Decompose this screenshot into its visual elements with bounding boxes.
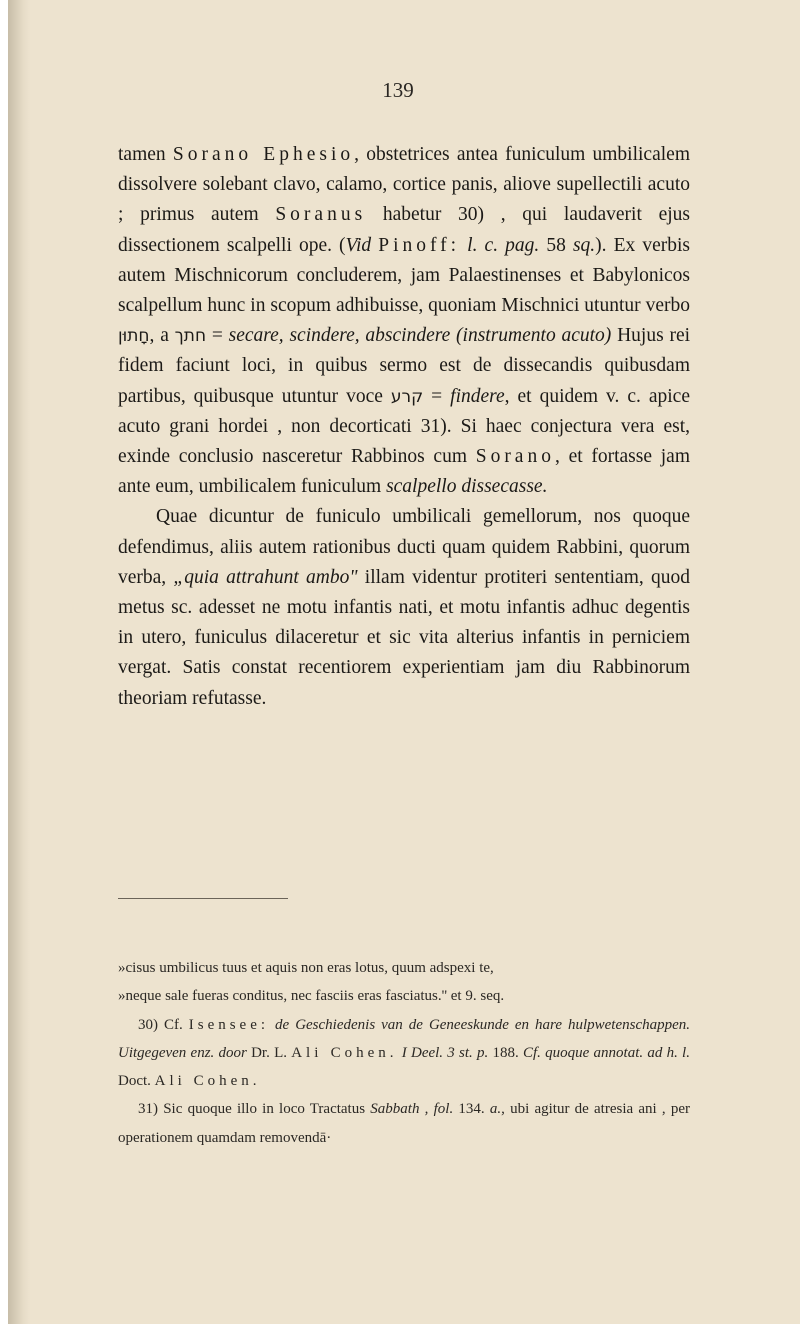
book-page	[8, 0, 800, 1324]
hebrew-word: חתך	[174, 326, 207, 347]
editor-name-spaced: Ali Cohen.	[291, 1044, 398, 1061]
text-run: tamen	[118, 144, 173, 165]
footnote-number: 30)	[138, 1016, 158, 1033]
footnote-31	[118, 1095, 690, 1152]
footnote-continuation-line: »cisus umbilicus tuus et aquis non eras lotus, quum adspexi te,	[118, 960, 494, 976]
italic-text: Vid	[345, 234, 372, 256]
text-run: Hujus rei fidem faciunt loci, in quibus sermo est de dissecandis quibusdam partibus, quibusque utuntur voce	[118, 325, 691, 407]
author-name-spaced: Isensee:	[188, 1016, 270, 1033]
author-name-spaced: Soranus	[275, 204, 367, 226]
italic-citation: l. c. pag.	[467, 234, 540, 256]
page-number: 139	[382, 78, 414, 102]
text-run: Sic quoque illo in loco Tractatus	[158, 1101, 371, 1118]
text-run: habetur 30) , qui laudaverit ejus dissectionem scalpelli ope. (	[118, 204, 690, 256]
text-run: , ubi agitur de atresia ani , per operationem quamdam removendā·	[118, 1101, 691, 1146]
italic-tractate: Sabbath , fol.	[370, 1101, 454, 1118]
text-run: , et quidem v. c. apice acuto grani hordei , non decorticati 31). Si haec conjectura vera est, exinde conclusio nasceretur Rabbinos cum	[118, 385, 690, 468]
text-run: 188.	[488, 1044, 523, 1061]
author-name-spaced: Pinoff:	[378, 234, 461, 256]
italic-text: Cf. quoque annotat. ad h. l.	[522, 1044, 690, 1061]
text-run: Doct.	[118, 1073, 155, 1090]
text-run: , a	[149, 325, 175, 347]
paragraph-2	[118, 502, 690, 713]
text-run: , obstetrices antea funiculum umbilicalem dissolvere solebant clavo, calamo, cortice panis, aliove supellectili acuto ; primus autem	[118, 144, 690, 226]
author-name-spaced: Sorano	[475, 446, 555, 468]
italic-volume: I Deel. 3 st. p.	[401, 1044, 489, 1061]
main-text	[118, 140, 690, 714]
italic-book-title: de Geschiedenis van de Geneeskunde en hare hulpwetenschappen. Uitgegeven enz. door	[118, 1016, 691, 1061]
text-run: 58	[539, 234, 573, 256]
hebrew-word: חָתוּן	[118, 326, 150, 347]
editor-name-spaced: Ali Cohen.	[154, 1073, 261, 1090]
footnote-continuation-line: »neque sale fueras conditus, nec fasciis eras fasciatus.'' et 9. seq.	[118, 988, 505, 1005]
italic-conclusion: scalpello dissecasse.	[386, 476, 548, 498]
italic-text: a.	[489, 1101, 502, 1118]
text-run: ). Ex verbis autem Mischnicorum concluderem, jam Palaestinenses et Babylonicos scalpellum hunc in scopum adhibuisse, quoniam Mischnici utuntur verbo	[118, 234, 690, 317]
paragraph-1	[118, 140, 690, 502]
text-run: Quae dicuntur de funiculo umbilicali gemellorum, nos quoque defendimus, aliis autem rationibus ducti quam quidem Rabbini, quorum verba,	[118, 506, 690, 588]
italic-meaning: secare, scindere, abscindere (instrumento acuto)	[228, 325, 612, 347]
text-run: 134.	[453, 1101, 490, 1118]
text-run: illam videntur protiteri sententiam, quod metus sc. adesset ne motu infantis nati, et motu infantis adhuc degentis in utero, funiculus dilaceretur et sic vita alterius infantis in perniciem vergat. Satis constat recentiorem experientiam jam diu Rabbinorum theoriam refutasse.	[118, 566, 690, 709]
text-run: =	[423, 385, 451, 407]
footnotes	[118, 954, 690, 1152]
footnote-separator	[118, 898, 288, 899]
text-run: Cf.	[158, 1016, 189, 1033]
text-run: , et fortasse jam ante eum, umbilicalem funiculum	[118, 446, 690, 498]
text-run: =	[206, 325, 229, 347]
author-name-spaced: Sorano Ephesio	[172, 144, 355, 165]
footnote-number: 31)	[138, 1101, 158, 1118]
italic-meaning: findere	[450, 385, 505, 407]
italic-text: sq.	[572, 234, 596, 256]
hebrew-word: קרע	[390, 386, 424, 407]
page-binding-shadow	[8, 0, 30, 1324]
italic-quote: „quia attrahunt ambo"	[173, 566, 358, 588]
text-run: Dr. L.	[246, 1044, 292, 1061]
footnote-30	[118, 1011, 690, 1096]
